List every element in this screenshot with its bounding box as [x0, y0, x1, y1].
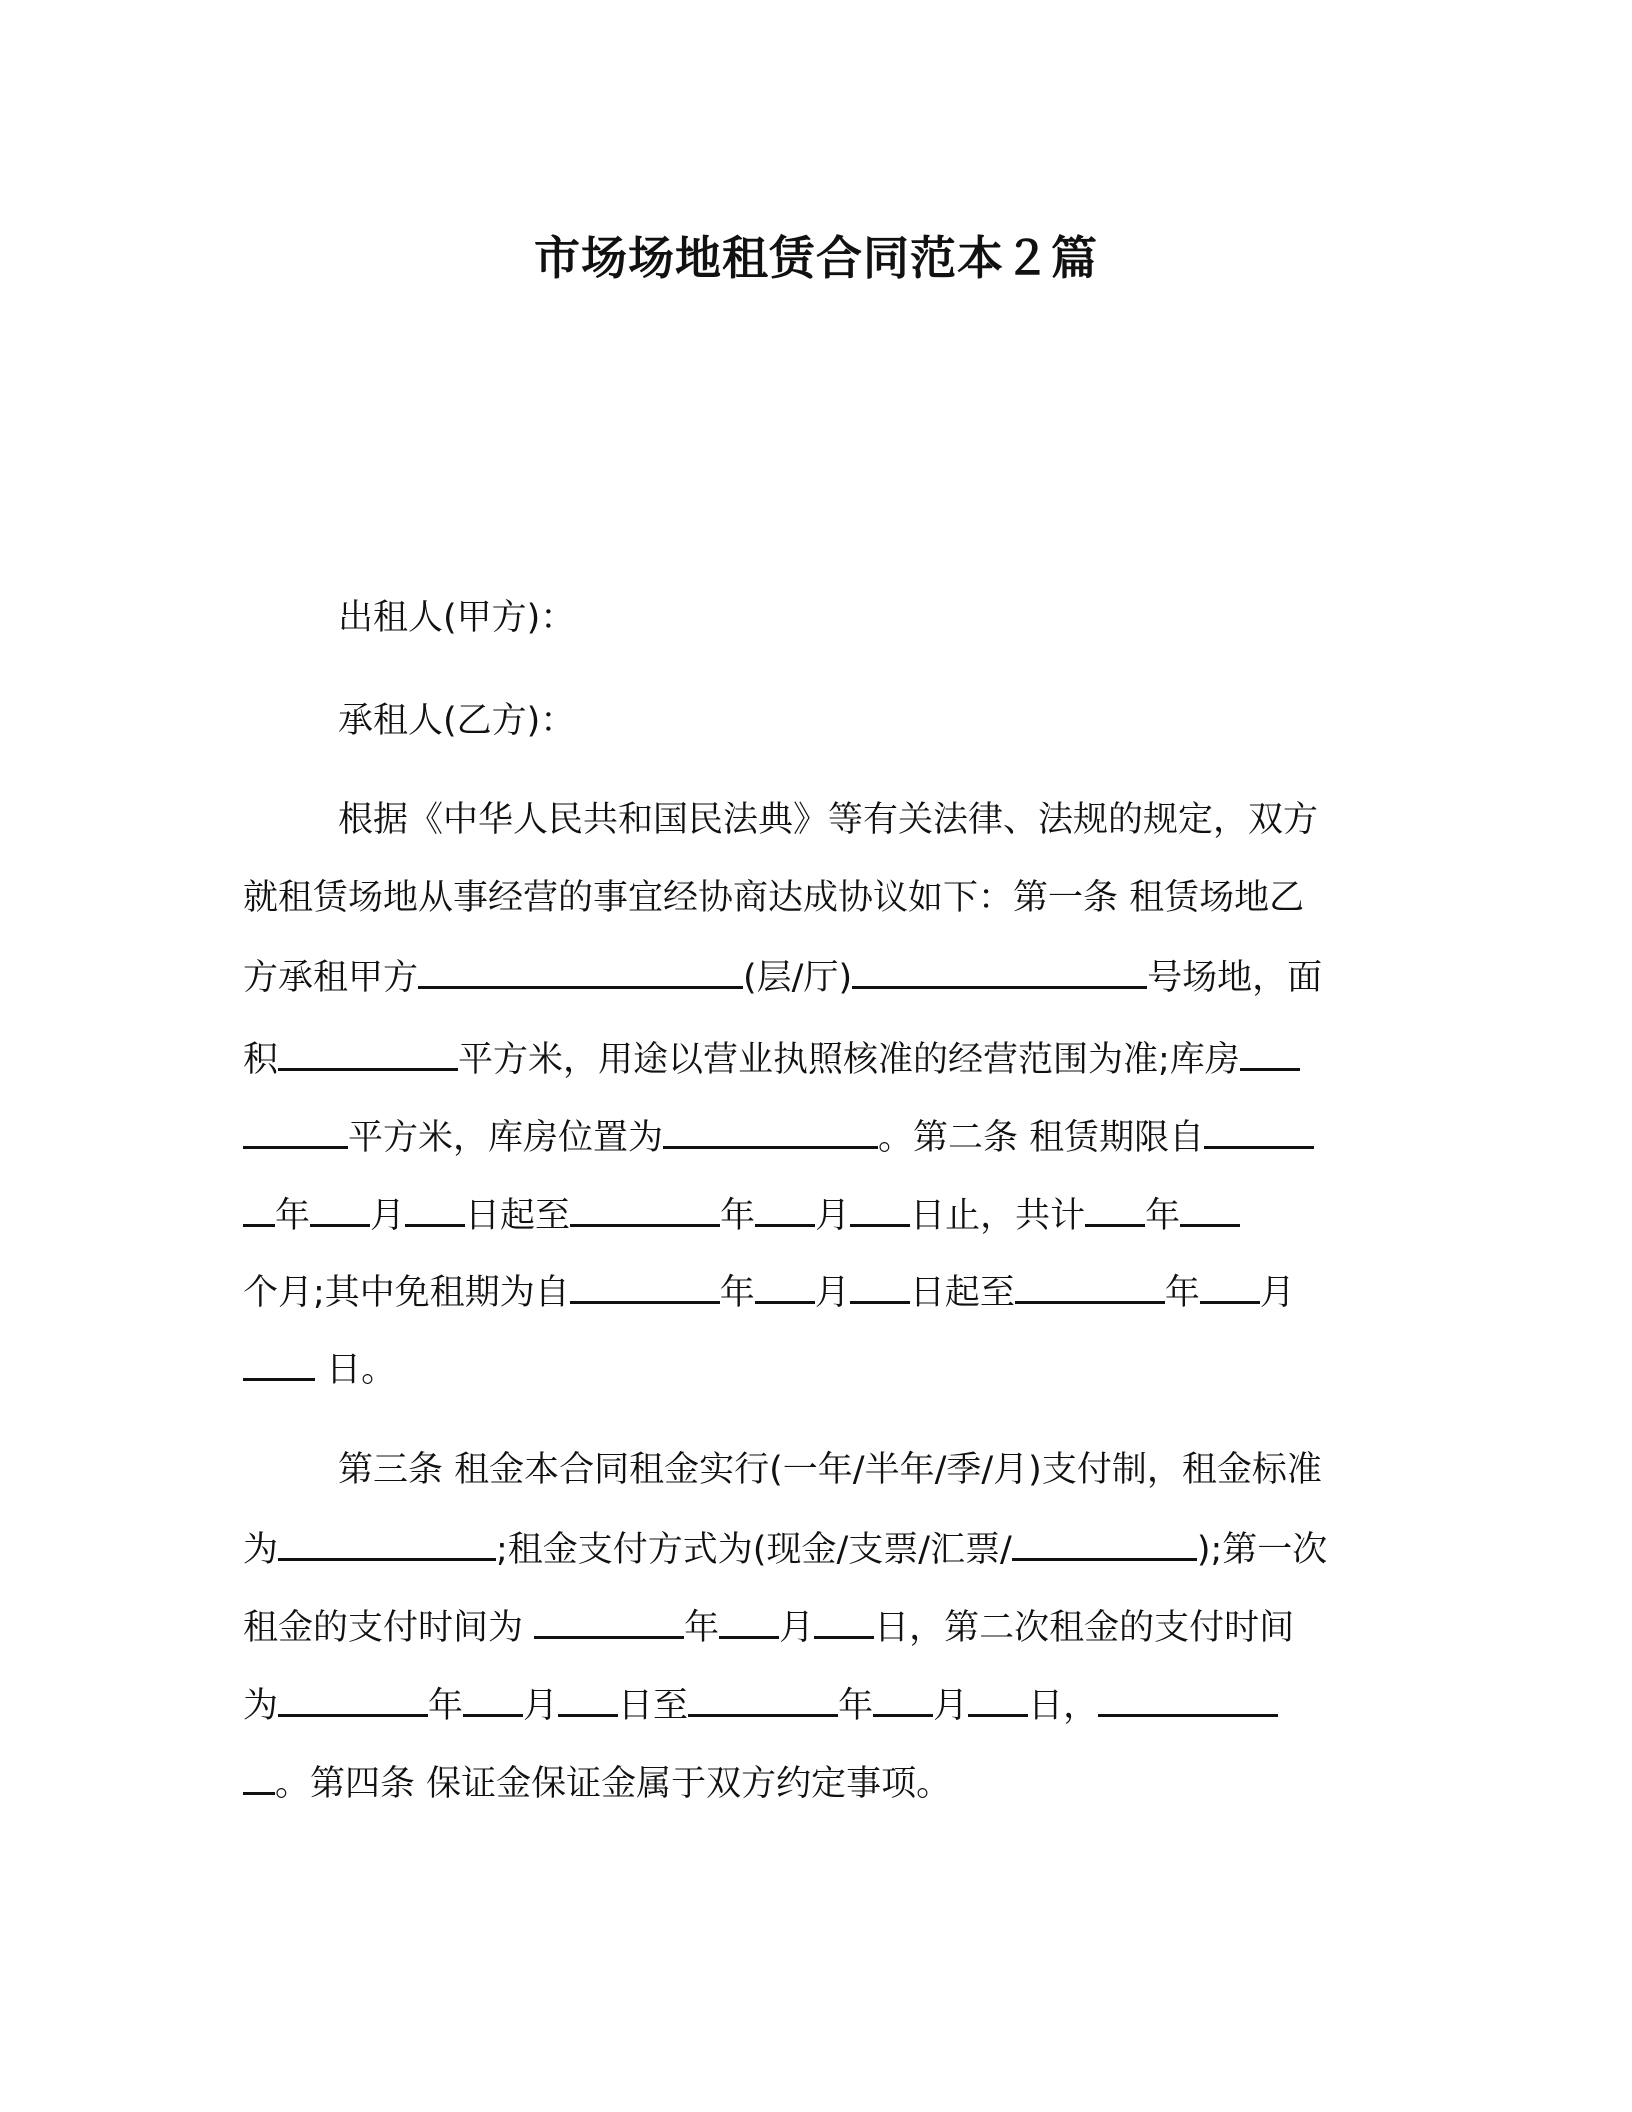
blank-line [814, 1602, 874, 1639]
text: 年 [1145, 1196, 1181, 1236]
text: 年 [684, 1608, 720, 1648]
blank-line [405, 1190, 465, 1227]
text: 年 [838, 1686, 874, 1726]
blank-line [1085, 1190, 1145, 1227]
blank-line [852, 952, 1147, 989]
blank-line [463, 1680, 523, 1717]
p1-line-2: 就租赁场地从事经营的事宜经协商达成协议如下：第一条 租赁场地乙 [243, 878, 1305, 918]
text: 年 [720, 1196, 756, 1236]
text: 年 [719, 1273, 755, 1313]
text: 年 [1164, 1273, 1200, 1313]
blank-line [755, 1190, 815, 1227]
blank-line [278, 1034, 458, 1071]
party-b-label: 承租人(乙方)： [338, 701, 576, 741]
blank-line [1098, 1680, 1278, 1717]
blank-line [755, 1267, 815, 1304]
text: 为 [243, 1530, 279, 1570]
text: 积 [243, 1040, 279, 1080]
text: 月 [370, 1196, 406, 1236]
p1-line-1: 根据《中华人民共和国民法典》等有关法律、法规的规定，双方 [338, 800, 1319, 840]
p1-line-8 [243, 1344, 396, 1394]
text: 日起至 [465, 1196, 571, 1236]
blank-line [570, 1267, 720, 1304]
blank-line [1012, 1524, 1197, 1561]
text: 日起至 [909, 1273, 1015, 1313]
blank-line [968, 1680, 1028, 1717]
blank-line [310, 1190, 370, 1227]
p2-line-1: 第三条 租金本合同租金实行(一年/半年/季/月)支付制，租金标准 [338, 1450, 1322, 1490]
p2-line-4 [243, 1680, 1278, 1730]
blank-line [534, 1602, 684, 1639]
blank-line [1180, 1190, 1240, 1227]
text: 月 [933, 1686, 969, 1726]
blank-line [1200, 1267, 1260, 1304]
text: 日至 [618, 1686, 689, 1726]
text: 。第四条 保证金保证金属于双方约定事项。 [275, 1764, 952, 1804]
text: 日，第二次租金的支付时间 [874, 1608, 1295, 1648]
text: 年 [428, 1686, 464, 1726]
text: 租金的支付时间为 [243, 1608, 535, 1648]
text: 日止，共计 [910, 1196, 1086, 1236]
text: 方承租甲方 [243, 958, 419, 998]
p2-line-5 [243, 1758, 951, 1808]
p2-line-3 [243, 1602, 1294, 1652]
blank-line [719, 1602, 779, 1639]
text: ;租金支付方式为(现金/支票/汇票/ [496, 1530, 1012, 1570]
text: (层/厅) [743, 958, 853, 998]
blank-line [243, 1190, 275, 1227]
text: 月 [523, 1686, 559, 1726]
p2-line-2 [243, 1524, 1327, 1574]
blank-line [688, 1680, 838, 1717]
p1-line-5 [243, 1112, 1314, 1162]
blank-line [850, 1190, 910, 1227]
blank-line [243, 1112, 348, 1149]
blank-line [1015, 1267, 1165, 1304]
blank-line [418, 952, 743, 989]
p1-line-3 [243, 952, 1322, 1002]
text: 个月;其中免租期为自 [243, 1273, 570, 1313]
p1-line-6 [243, 1190, 1240, 1240]
blank-line [243, 1758, 275, 1795]
blank-line [558, 1680, 618, 1717]
text: 平方米，用途以营业执照核准的经营范围为准;库房 [458, 1040, 1240, 1080]
text: 月 [815, 1196, 851, 1236]
document-title: 市场场地租赁合同范本２篇 [534, 231, 1098, 285]
text: 日， [1028, 1686, 1099, 1726]
text: 日。 [315, 1350, 397, 1390]
text: 月 [779, 1608, 815, 1648]
blank-line [570, 1190, 720, 1227]
blank-line [850, 1267, 910, 1304]
p1-line-7 [243, 1267, 1295, 1317]
text: 为 [243, 1686, 279, 1726]
blank-line [1240, 1034, 1300, 1071]
blank-line [243, 1344, 315, 1381]
blank-line [663, 1112, 878, 1149]
text: 月 [1259, 1273, 1295, 1313]
blank-line [1204, 1112, 1314, 1149]
blank-line [278, 1680, 428, 1717]
text: 。第二条 租赁期限自 [878, 1118, 1205, 1158]
blank-line [278, 1524, 496, 1561]
text: );第一次 [1196, 1530, 1328, 1570]
text: 号场地，面 [1147, 958, 1323, 998]
text: 月 [814, 1273, 850, 1313]
blank-line [873, 1680, 933, 1717]
party-a-label: 出租人(甲方)： [338, 598, 576, 638]
text: 年 [275, 1196, 311, 1236]
p1-line-4 [243, 1034, 1300, 1084]
text: 平方米，库房位置为 [348, 1118, 664, 1158]
